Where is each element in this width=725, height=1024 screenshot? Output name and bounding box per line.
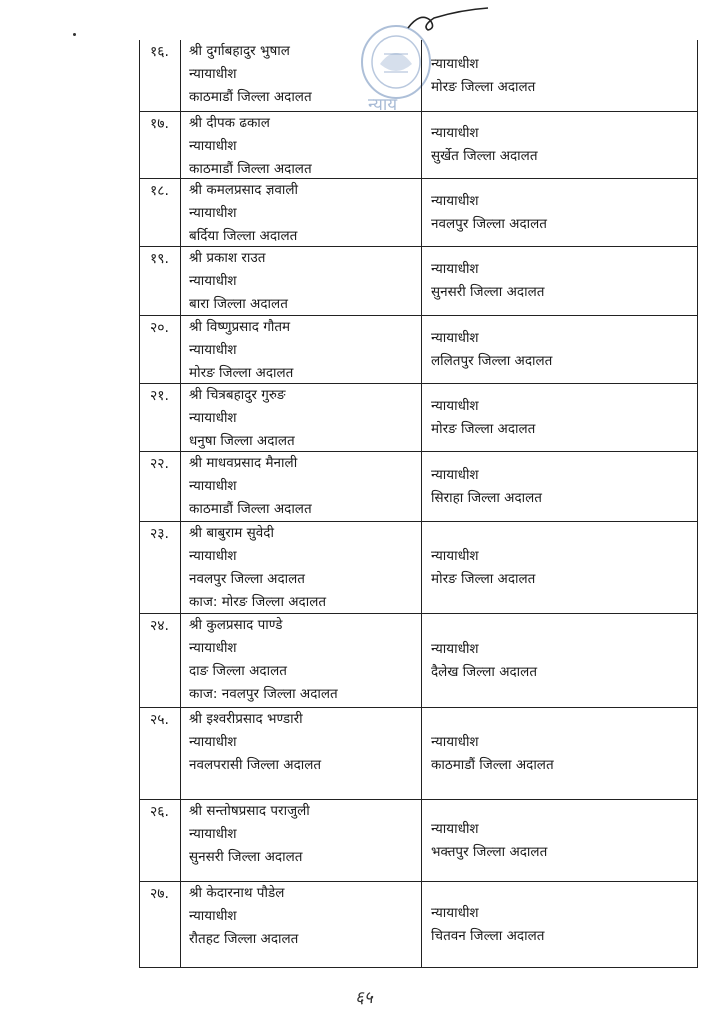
judge-name: श्री कमलप्रसाद ज्ञवाली: [189, 182, 299, 198]
current-court: बर्दिया जिल्ला अदालत: [189, 228, 298, 244]
judge-name: श्री प्रकाश राउत: [189, 250, 266, 266]
current-posting-cell: [181, 316, 422, 383]
serial-number: २६.: [140, 800, 181, 881]
current-posting-cell: [181, 112, 422, 178]
judge-name: श्री इश्वरीप्रसाद भण्डारी: [189, 711, 303, 727]
new-posting-cell: [423, 247, 705, 315]
new-court: काठमाडौं जिल्ला अदालत: [431, 756, 554, 773]
judge-title: न्यायाधीश: [189, 342, 237, 358]
serial-number: १८.: [140, 179, 181, 246]
serial-number: २४.: [140, 614, 181, 707]
serial-number: १६.: [140, 40, 181, 111]
judge-title: न्यायाधीश: [189, 205, 237, 221]
new-court: भक्तपुर जिल्ला अदालत: [431, 843, 548, 860]
current-court: मोरङ जिल्ला अदालत: [189, 365, 294, 381]
table-row: [140, 614, 697, 708]
judge-name: श्री केदारनाथ पौडेल: [189, 885, 285, 901]
new-posting-cell: [423, 614, 705, 707]
new-title: न्यायाधीश: [431, 55, 479, 72]
new-title: न्यायाधीश: [431, 547, 479, 564]
current-court: काठमाडौं जिल्ला अदालत: [189, 161, 312, 177]
new-court: मोरङ जिल्ला अदालत: [431, 78, 536, 95]
table-row: [140, 112, 697, 179]
new-posting-cell: [423, 40, 705, 111]
new-title: न्यायाधीश: [431, 820, 479, 837]
judge-name: श्री माधवप्रसाद मैनाली: [189, 455, 298, 471]
current-posting-cell: [181, 882, 422, 968]
judge-title: न्यायाधीश: [189, 640, 237, 656]
acting-court: काज: मोरङ जिल्ला अदालत: [189, 594, 327, 610]
current-posting-cell: [181, 800, 422, 881]
new-title: न्यायाधीश: [431, 192, 479, 209]
current-court: दाङ जिल्ला अदालत: [189, 663, 287, 679]
judge-title: न्यायाधीश: [189, 66, 237, 82]
serial-number: २२.: [140, 452, 181, 521]
new-court: सिराहा जिल्ला अदालत: [431, 489, 542, 506]
new-posting-cell: [423, 112, 705, 178]
table-row: [140, 316, 697, 384]
serial-number: २१.: [140, 384, 181, 451]
new-posting-cell: [423, 179, 705, 246]
serial-number: २३.: [140, 522, 181, 613]
current-court: रौतहट जिल्ला अदालत: [189, 931, 299, 947]
judge-title: न्यायाधीश: [189, 548, 237, 564]
new-title: न्यायाधीश: [431, 640, 479, 657]
serial-number: २५.: [140, 708, 181, 799]
table-row: [140, 522, 697, 614]
new-title: न्यायाधीश: [431, 905, 479, 921]
new-title: न्यायाधीश: [431, 329, 479, 346]
new-posting-cell: [423, 452, 705, 521]
new-posting-cell: [423, 882, 705, 968]
judge-title: न्यायाधीश: [189, 410, 237, 426]
judge-name: श्री चित्रबहादुर गुरुङ: [189, 387, 286, 403]
new-posting-cell: [423, 522, 705, 613]
table-row: [140, 708, 697, 800]
current-court: नवलपुर जिल्ला अदालत: [189, 571, 306, 587]
judge-name: श्री दुर्गाबहादुर भुषाल: [189, 43, 290, 59]
new-posting-cell: [423, 708, 705, 799]
new-court: नवलपुर जिल्ला अदालत: [431, 215, 548, 232]
current-court: काठमाडौं जिल्ला अदालत: [189, 501, 312, 517]
current-posting-cell: [181, 247, 422, 315]
judge-title: न्यायाधीश: [189, 908, 237, 924]
current-court: धनुषा जिल्ला अदालत: [189, 433, 295, 449]
current-court: नवलपरासी जिल्ला अदालत: [189, 757, 322, 773]
new-title: न्यायाधीश: [431, 125, 479, 141]
judge-name: श्री विष्णुप्रसाद गौतम: [189, 319, 291, 335]
table-row: [140, 384, 697, 452]
new-posting-cell: [423, 316, 705, 383]
current-posting-cell: [181, 614, 422, 707]
current-posting-cell: [181, 452, 422, 521]
table-row: [140, 40, 697, 112]
judge-name: श्री सन्तोषप्रसाद पराजुली: [189, 803, 310, 819]
new-posting-cell: [423, 384, 705, 451]
new-court: मोरङ जिल्ला अदालत: [431, 570, 536, 587]
judge-title: न्यायाधीश: [189, 826, 237, 842]
new-title: न्यायाधीश: [431, 397, 479, 414]
table-row: [140, 179, 697, 247]
judge-name: श्री कुलप्रसाद पाण्डे: [189, 617, 283, 633]
new-court: चितवन जिल्ला अदालत: [431, 928, 545, 944]
new-posting-cell: [423, 800, 705, 881]
current-posting-cell: [181, 708, 422, 799]
judge-title: न्यायाधीश: [189, 478, 237, 494]
judge-name: श्री बाबुराम सुवेदी: [189, 525, 274, 541]
current-posting-cell: [181, 179, 422, 246]
current-posting-cell: [181, 40, 422, 111]
serial-number: १७.: [140, 112, 181, 178]
new-court: मोरङ जिल्ला अदालत: [431, 420, 536, 437]
serial-number: १९.: [140, 247, 181, 315]
table-row: [140, 452, 697, 522]
current-posting-cell: [181, 522, 422, 613]
judge-title: न्यायाधीश: [189, 734, 237, 750]
current-court: काठमाडौं जिल्ला अदालत: [189, 89, 312, 105]
new-title: न्यायाधीश: [431, 261, 479, 277]
table-row: [140, 800, 697, 882]
ink-dot: [73, 33, 76, 36]
current-court: सुनसरी जिल्ला अदालत: [189, 849, 303, 865]
new-court: सुनसरी जिल्ला अदालत: [431, 284, 545, 300]
page-mark: ६५: [355, 988, 373, 1008]
current-court: बारा जिल्ला अदालत: [189, 296, 288, 312]
acting-court: काज: नवलपुर जिल्ला अदालत: [189, 686, 338, 702]
stamp-text: न्याय: [368, 95, 398, 115]
new-title: न्यायाधीश: [431, 733, 479, 750]
transfer-table: [139, 40, 698, 968]
new-court: दैलेख जिल्ला अदालत: [431, 663, 538, 680]
signature-pen-mark: [400, 6, 490, 36]
judge-name: श्री दीपक ढकाल: [189, 115, 270, 131]
new-court: सुर्खेत जिल्ला अदालत: [431, 148, 538, 164]
serial-number: २७.: [140, 882, 181, 968]
new-title: न्यायाधीश: [431, 466, 479, 483]
current-posting-cell: [181, 384, 422, 451]
judge-title: न्यायाधीश: [189, 138, 237, 154]
serial-number: २०.: [140, 316, 181, 383]
table-row: [140, 247, 697, 316]
judge-title: न्यायाधीश: [189, 273, 237, 289]
new-court: ललितपुर जिल्ला अदालत: [431, 352, 553, 369]
table-row: [140, 882, 697, 968]
